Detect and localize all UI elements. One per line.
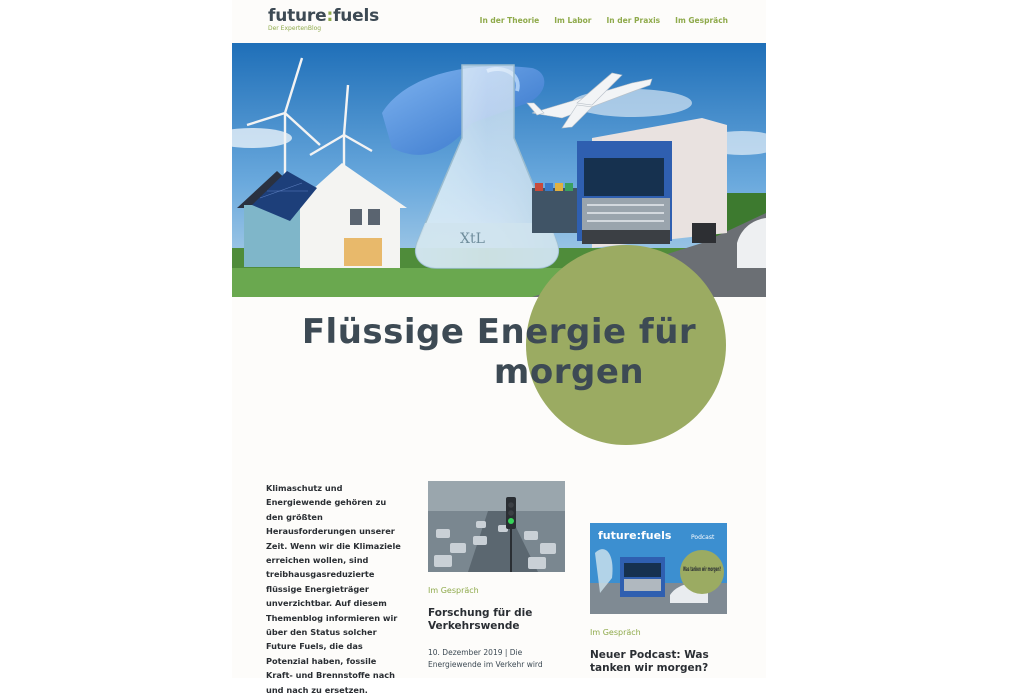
article-category[interactable]: Im Gespräch — [590, 628, 641, 637]
site-logo[interactable] — [268, 7, 379, 32]
article-category[interactable]: Im Gespräch — [428, 586, 479, 595]
page-title-line2: morgen — [493, 352, 645, 392]
podcast-thumbnail[interactable] — [590, 523, 727, 614]
article-thumbnail[interactable] — [428, 481, 565, 572]
podcast-brand: future:fuels — [598, 529, 672, 542]
logo-wordmark — [268, 7, 379, 25]
logo-colon: : — [326, 6, 334, 26]
svg-text:XtL: XtL — [460, 231, 485, 247]
article-meta: 10. Dezember 2019 | Die Energiewende im Verkehr wird — [428, 648, 543, 669]
page-title — [232, 312, 766, 392]
logo-right-text: fuels — [333, 6, 380, 26]
logo-tagline: Der ExpertenBlog — [268, 25, 322, 32]
podcast-bubble-text: Was tanken wir morgen? — [683, 566, 722, 573]
blog-page — [232, 0, 766, 695]
podcast-label: Podcast — [691, 534, 715, 541]
article-title[interactable]: Neuer Podcast: Was tanken wir morgen? — [590, 649, 709, 674]
nav-item-theorie[interactable]: In der Theorie — [479, 16, 540, 25]
article-card[interactable] — [590, 523, 727, 675]
intro-text: Klimaschutz und Energiewende gehören zu den größten Herausforderungen unserer Zeit. Wenn wir die Klimaziele erreichen wollen, sind treibhausgasreduzierte flüssige Energieträger unverzichtbar. Auf diesem Themenblog informieren wir über den Status solcher Future Fuels, die das Potenzial haben, fossile Kraft- und Brennstoffe nach und nach zu ersetzen. — [266, 483, 401, 695]
nav-item-labor[interactable]: Im Labor — [554, 16, 592, 25]
nav-item-praxis[interactable]: In der Praxis — [606, 16, 661, 25]
nav-item-gespraech[interactable]: Im Gespräch — [675, 16, 728, 25]
hero-image — [232, 43, 766, 297]
page-title-line1: Flüssige Energie für — [301, 312, 697, 352]
article-title[interactable]: Forschung für die Verkehrswende — [428, 607, 533, 632]
article-card[interactable] — [428, 481, 565, 671]
logo-left-text: future — [268, 6, 327, 26]
main-nav — [480, 16, 728, 25]
